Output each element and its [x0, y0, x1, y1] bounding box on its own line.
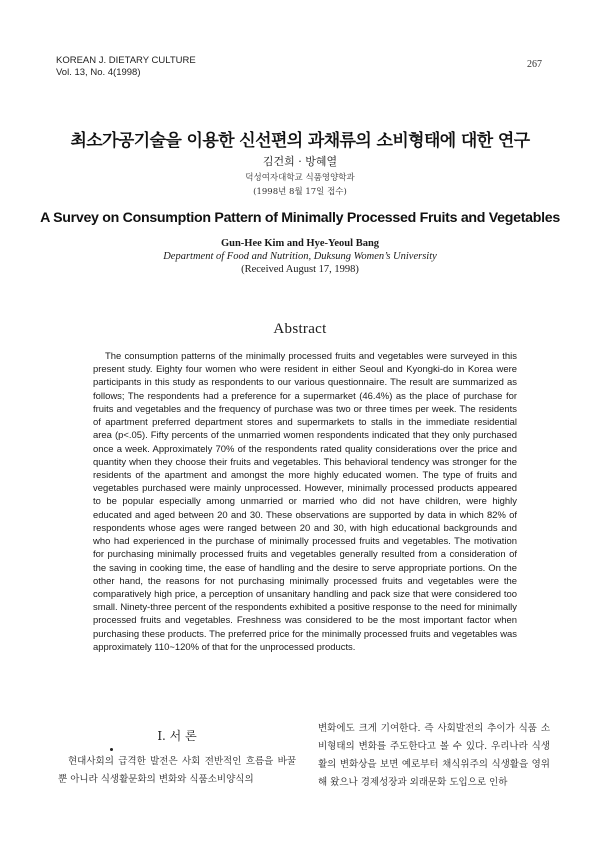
body-left-column: 현대사회의 급격한 발전은 사회 전반적인 흐름을 바꿀 뿐 아니라 식생활문화의 변화와 식품소비양식의	[58, 756, 296, 785]
section-heading: I. 서 론	[157, 729, 197, 743]
english-received-date: (Received August 17, 1998)	[241, 264, 359, 275]
english-title: A Survey on Consumption Pattern of Minimally Processed Fruits and Vegetables	[40, 210, 560, 226]
korean-title: 최소가공기술을 이용한 신선편의 과채류의 소비형태에 대한 연구	[70, 131, 530, 151]
english-department: Department of Food and Nutrition, Duksung Women’s University	[163, 251, 437, 262]
korean-authors: 김건희 · 방혜열	[262, 155, 338, 168]
page-number: 267	[527, 59, 542, 70]
journal-header	[56, 55, 196, 79]
korean-received-date: (1998년 8월 17일 접수)	[253, 187, 347, 197]
korean-department: 덕성여자대학교 식품영양학과	[245, 173, 355, 183]
journal-name: KOREAN J. DIETARY CULTURE	[56, 55, 196, 66]
bullet-dot	[110, 748, 113, 751]
english-authors: Gun-Hee Kim and Hye-Yeoul Bang	[220, 238, 380, 249]
abstract-text: The consumption patterns of the minimally processed fruits and vegetables were surveyed in this present study. Eighty four women who were resident in either Seoul and Kyongki-do in Korea were participants in this study as respondents to our various questionnaire. The result are summarized as follows; The respondents had a preference for a supermarket (46.4%) as the place of purchase for fruits and vegetables and the frequency of purchase was two or three times per week. The residents of apartment preferred department stores and supermarkets to stalls in the immediate residential area (p<.05). Fifty percents of the unmarried women respondents indicated that they only purchased once a week. Approximately 70% of the respondents rated quality considerations over the price and quantity when they choose their fruits and vegetables. This behavioral tendency was stronger for the residents of the apartment and amongst the more highly educated women. The type of fruits and vegetables purchased were mainly unprocessed. However, minimally processed products appeared to be popular especially among unmarried or married who did not have children, were highly educated and aged between 20 and 30. These observations are supported by data in which 82% of respondents whose ages were ranged between 20 and 30, with high educational backgrounds and who had experienced in the purchase of minimally processed fruits and vegetables. The motivation for purchasing minimally processed fruits and vegetables generally resulted from a consideration of the saving in cooking time, the ease of handling and the desire to serve appropriate portions. On the other hand, the reasons for not purchasing minimally processed fruits and vegetables were the comparatively high price, a perception of unsanitary handling and pack size that were considered too small. Ninety-three percent of the respondents exhibited a positive response to the need for minimally processed fruits and vegetables. Freshness was considered to be the most important factor when purchasing these products. The preferred price for the minimally processed fruits and vegetables was approximately 110~120% of that for the unprocessed products.	[93, 351, 517, 653]
journal-volume: Vol. 13, No. 4(1998)	[56, 67, 141, 78]
body-right-column: 변화에도 크게 기여한다. 즉 사회발전의 추이가 식품 소비형태의 변화를 주도한다고 볼 수 있다. 우리나라 식생활의 변화상을 보면 예로부터 채식위주의 식생활을 영위해 왔으나 경제성장과 외래문화 도입으로 인하	[318, 723, 550, 788]
abstract-heading: Abstract	[273, 321, 327, 337]
